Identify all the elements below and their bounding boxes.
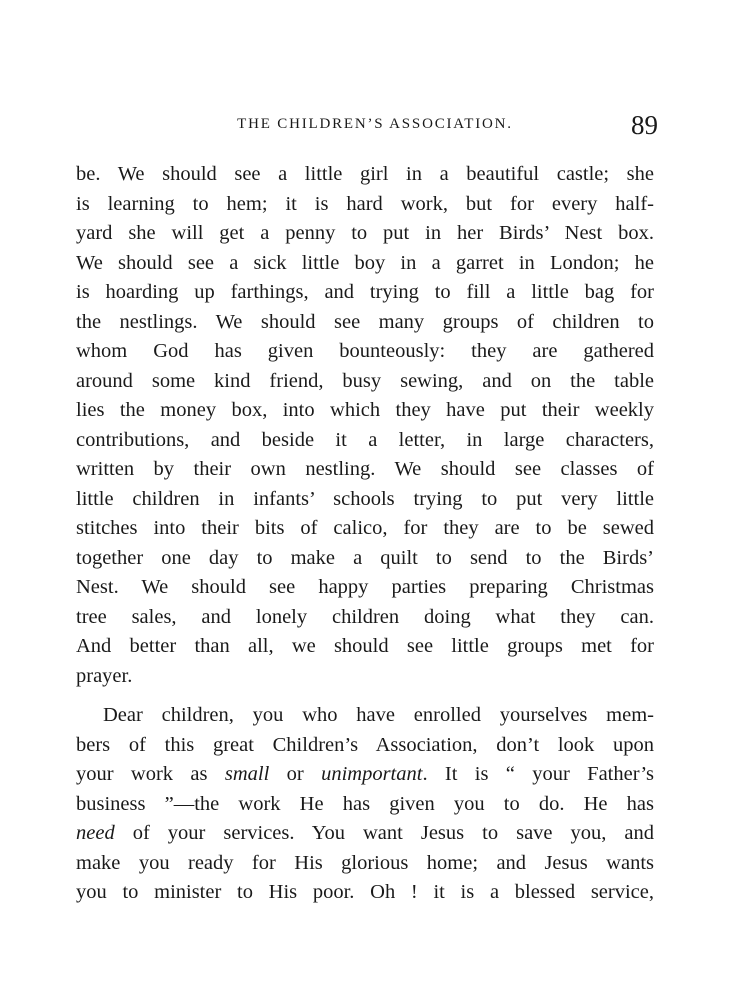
text-line: is learning to hem; it is hard work, but for every half- xyxy=(76,192,654,215)
italic-word-small: small xyxy=(224,763,270,785)
text-line: bers of this great Children’s Association, don’t look upon xyxy=(76,733,654,756)
text-line xyxy=(76,819,654,849)
text-line: yard she will get a penny to put in her Birds’ Nest box. xyxy=(76,222,654,244)
body-text xyxy=(76,160,654,908)
paragraph xyxy=(76,160,654,691)
paragraph-gap xyxy=(76,691,654,701)
text-line: the nestlings. We should see many groups of children to xyxy=(76,310,654,333)
text-line: stitches into their bits of calico, for they are to be sewed xyxy=(76,517,654,539)
text-line: contributions, and beside it a letter, in large characters, xyxy=(76,428,654,451)
text-line: tree sales, and lonely children doing what they can. xyxy=(76,605,654,628)
running-head: THE CHILDREN’S ASSOCIATION. xyxy=(237,116,513,132)
text-fragment: your work as xyxy=(76,763,225,785)
text-line: together one day to make a quilt to send to the Birds’ xyxy=(76,546,654,569)
text-line: And better than all, we should see little groups met for xyxy=(76,635,654,657)
text-line: whom God has given bounteously: they are gathered xyxy=(76,340,654,362)
text-fragment: or xyxy=(269,763,322,785)
text-line: We should see a sick little boy in a garret in London; he xyxy=(76,251,654,274)
text-line: lies the money box, into which they have put their weekly xyxy=(76,399,654,421)
paragraph xyxy=(76,701,654,908)
text-line: prayer. xyxy=(76,664,133,687)
text-line: little children in infants’ schools trying to put very little xyxy=(76,487,654,510)
page-number: 89 xyxy=(631,110,658,140)
text-line: business ”—the work He has given you to do. He has xyxy=(76,792,654,815)
text-line: be. We should see a little girl in a beautiful castle; she xyxy=(76,163,654,185)
text-line: you to minister to His poor. Oh ! it is a blessed service, xyxy=(76,881,654,903)
text-line: written by their own nestling. We should see classes of xyxy=(76,458,654,480)
italic-word-unimportant: unimportant xyxy=(321,763,423,785)
italic-word-need: need xyxy=(76,822,115,844)
text-line xyxy=(76,760,654,790)
text-line: make you ready for His glorious home; and Jesus wants xyxy=(76,851,654,874)
text-fragment: of your services. You want Jesus to save you, and xyxy=(114,822,654,844)
text-line: Nest. We should see happy parties preparing Christmas xyxy=(76,576,654,598)
text-line: Dear children, you who have enrolled yourselves mem- xyxy=(103,704,654,726)
page-header xyxy=(0,110,750,144)
text-line: is hoarding up farthings, and trying to fill a little bag for xyxy=(76,281,654,303)
text-fragment: . It is “ your Father’s xyxy=(422,763,654,785)
text-line: around some kind friend, busy sewing, and on the table xyxy=(76,369,654,392)
